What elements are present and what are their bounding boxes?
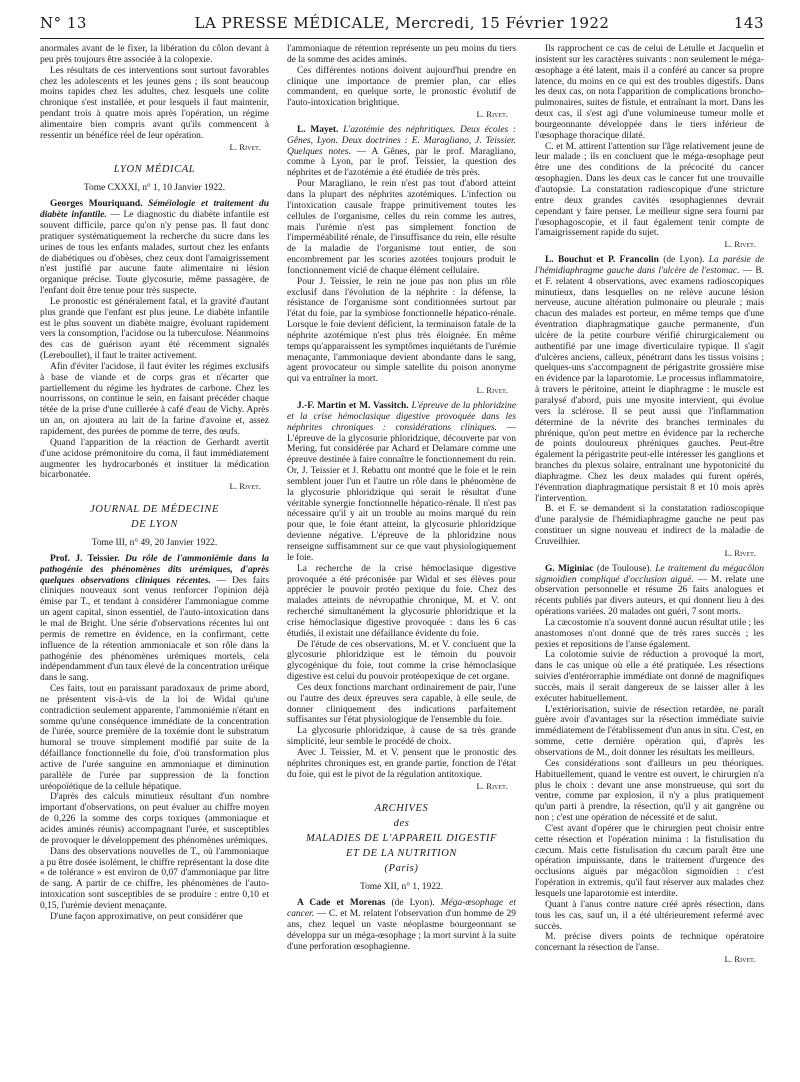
- paragraph: B. et F. se demandent si la constatation radioscopique d'une paralysie de l'hémidiaphragme gauche ne peut pas constituer un signe nouveau et indirect de la maladie de Cruveilhier.: [535, 504, 764, 547]
- article-author: A Cade et Morenas: [297, 898, 386, 909]
- paragraph: Ces différentes notions doivent aujourd'hui prendre en clinique une importance de premier plan, car elles commandent, en quelque sorte, le pronostic évolutif de l'auto-intoxication brightique.: [287, 65, 516, 109]
- paragraph: Le pronostic est généralement fatal, et la gravité d'autant plus grande que l'enfant est plus jeune. Le diabète infantile est le plus souvent un diabète maigre, évoluant rapidement vers la consomption, l'acidose ou la tuberculose. Néanmoins des cas de guérison ayant été récemment signalés (Lereboullet), il faut le traiter activement.: [40, 296, 269, 362]
- article-author: L. Bouchut et P. Francolin: [545, 255, 659, 266]
- article-intro: [40, 199, 269, 297]
- signature: L. Rivet.: [476, 780, 508, 791]
- article-place: (de Toulouse).: [596, 563, 652, 574]
- article-place: (de Lyon).: [391, 898, 435, 909]
- signature: L. Rivet.: [724, 547, 756, 558]
- article-text: — L'épreuve de la glycosurie phloridzique, découverte par von Mering, fut considérée par Achard et Delamare comme une épreuve destinée à faire connaître le fonctionnement du rein. Or, J. Teissier et J. Rebattu ont montré que le foie et le rein semblent jouer l'un et l'autre un rôle dans le phénomène de la glycosurie phloridzique qui serait le résultat d'une véritable synergie fonctionnelle hépatico-rénale. Il n'est pas nécessaire qu'il y ait un trouble au moins marqué du rein pour que, le foie étant atteint, la glycosurie phloridzique devienne négative. L'épreuve de la phloridzine nous renseigne suffisamment sur ce que vaut physiologiquement le foie.: [287, 422, 516, 563]
- article-text: — M. relate une observation personnelle et résume 26 faits analogues et récents publiés par divers auteurs, et qui donnent lieu à des opérations variées. 20 malades ont guéri, 7 sont morts.: [535, 574, 764, 618]
- section-title-line: ARCHIVES: [374, 803, 429, 815]
- paragraph: Les résultats de ces interventions sont surtout favorables chez les adolescents et les jeunes gens ; ils sont beaucoup moins rapides chez les adultes, chez lesquels une colite chronique s'est installée, et pour lesquels il faut maintenir, pendant trois à quatre mois après l'opération, un régime alimentaire bien compris avant qu'ils commencent à ressentir un bénéfice réel de leur opération.: [40, 65, 269, 141]
- signature: L. Rivet.: [724, 239, 756, 250]
- issue-number: N° 13: [40, 14, 87, 32]
- article-text: — B. et F. relatent 4 observations, avec examens radioscopiques minutieux, dans lesquelles on ne relève aucune lésion nerveuse, aucune altération pulmonaire ou pleurale ; mais chacun des malades est porteur, en même temps que d'une éventration diaphragmatique gauche permanente, d'un ulcère de la petite courbure vérifié chirurgicalement ou authentifié par une image diverticulaire typique. Il s'agit d'ulcères anciens, calleux, pénétrant dans les tissus voisins ; quelques-uns s'accompagnent de périgastrite grossière mise en évidence par la laparotomie. Le processus inflammatoire, à travers le péritoine, atteint le diaphragme : le muscle est paralysé d'abord, puis une myosite intervient, qui évolue vers la sclérose. Il se peut aussi que l'inflammation détermine de la névrite des branches terminales du phrénique, qu'on peut mettre en évidence par la recherche de points douloureux phréniques gauches. Peut-être également la périgastrite peut-elle intéresser les ganglions et branches du plexus solaire, entraînant une hypotonicité du diaphragme. Chez les deux malades qui furent opérés, l'éventration diaphragmatique persistait 8 et 10 mois après l'intervention.: [535, 265, 764, 504]
- article-intro: [535, 255, 764, 504]
- signature: L. Rivet.: [229, 481, 261, 492]
- paragraph: Pour J. Teissier, le rein ne joue pas non plus un rôle exclusif dans l'évolution de la néphrite : la défense, la résistance de l'organisme sont conditionnées surtout par l'état du foie, par la symbiose fonctionnelle hépatico-rénale. Lorsque le foie devient déficient, la terminaison fatale de la néphrite azotémique n'est plus très éloignée. En même temps qu'apparaissent les symptômes inquiétants de l'urémie menaçante, l'ammoniaque devient abondante dans le sang, agent provocateur ou simple satellite du poison anonyme qui va entraîner la mort.: [287, 276, 516, 385]
- article-title: L'azotémie des néphritiques. Deux écoles : Gênes, Lyon. Deux doctrines : E. Maragliano, J. Teissier. Quelques notes.: [287, 124, 516, 157]
- signature: L. Rivet.: [229, 141, 261, 152]
- paragraph: l'ammoniaque de rétention représente un peu moins du tiers de la somme des acides aminés.: [287, 44, 516, 65]
- paragraph: M. précise divers points de technique opératoire concernant la résection de l'anse.: [535, 932, 764, 954]
- section-title-archives: [287, 801, 516, 876]
- article-intro: [287, 898, 516, 952]
- paragraph: Pour Maragliano, le rein n'est pas tout d'abord atteint dans la plupart des néphrites azotémiques. L'infection ou l'intoxication causale frappe primitivement toutes les cellules de l'organisme, celles du rein comme les autres, mais l'urémie n'est pas simplement fonction de l'imperméabilité rénale, de l'insuffisance du rein, elle résulte de la maladie de l'organisme tout entier, de son encombrement par les scories azotées toujours produit le fonctionnement vicié de chaque élément cellulaire.: [287, 179, 516, 276]
- article-title: Séméiologie et traitement du diabète infantile.: [40, 199, 269, 221]
- paragraph: La colotomie suivie de réduction a provoqué la mort, dans le cas unique où elle a été pratiquée. Les résections suivies d'entérorraphie immédiate ont donné de magnifiques succès, mais il serait dangereux de se laisser aller à les exécuter habituellement.: [535, 650, 764, 704]
- article-title: La parésie de l'hémidiaphragme gauche dans l'ulcère de l'estomac.: [535, 255, 764, 276]
- section-title-line: JOURNAL DE MÉDECINE: [89, 504, 220, 516]
- article-author: J.-F. Martin et M. Vassitch.: [297, 401, 409, 411]
- article-author: Georges Mouriquand.: [50, 199, 143, 210]
- column-1: [40, 44, 269, 1074]
- signature: L. Rivet.: [476, 109, 508, 120]
- paragraph: L'extériorisation, suivie de résection retardée, ne paraît guère avoir d'avantages sur la résection immédiate suivie immédiatement de l'établissement d'un anus in situ. C'est, en somme, cette dernière opération qui, d'après les observations de M., doit donner les résultats les meilleurs.: [535, 704, 764, 758]
- article-intro: [287, 125, 516, 179]
- article-title: Méga-œsophage et cancer.: [287, 898, 516, 920]
- column-2: [287, 44, 516, 1074]
- article-author: L. Mayet.: [297, 124, 339, 135]
- paragraph: anormales avant de le fixer, la libération du côlon devant à peu près toujours être associée à la colopexie.: [40, 44, 269, 65]
- signature: L. Rivet.: [476, 385, 508, 396]
- article-text: — Des faits cliniques nouveaux sont venus renforcer l'opinion déjà émise par T., et tendant à considérer l'ammoniague comme un agent capital, sinon essentiel, de l'auto-intoxication dans le mal de Bright. Une série d'observations récentes lui ont permis de remettre en évidence, en la confirmant, cette influence de la rétention ammoniacale et son rôle dans la pathogénie des phénomènes urémiques mortels, cela indépendamment d'un taux élevé de la concentration uréique dans le sang.: [40, 575, 269, 684]
- paragraph: Ces deux fonctions marchant ordinairement de pair, l'une ou l'autre des deux épreuves sera capable, à elle seule, de donner cliniquement des indications parfaitement suffisantes sur l'état physiologique de l'ensemble du foie.: [287, 682, 516, 726]
- paragraph: Ils rapprochent ce cas de celui de Letulle et Jacquelin et insistent sur les caractères suivants : non seulement le méga-œsophage a été latent, mais il a conféré au cancer sa propre latence, du moins en ce qui est des troubles digestifs. Dans les deux cas, on nota l'apparition de complications broncho-pulmonaires, suites de fistule, et entraînant la mort. Dans les deux cas, il s'est agi d'une volumineuse tumeur molle et bourgeonnante développée dans le tiers inférieur de l'œsophage thoracique dilaté.: [535, 44, 764, 141]
- page-header: [40, 14, 764, 38]
- header-rule: [40, 38, 764, 39]
- paragraph: D'une façon approximative, on peut considérer que: [50, 911, 243, 922]
- page-number: 143: [733, 14, 764, 32]
- section-title-line: MALADIES DE L'APPAREIL DIGESTIF: [305, 833, 498, 845]
- paragraph: Quand l'apparition de la réaction de Gerhardt avertit d'une acidose prémonitoire du coma, il faut immédiatement augmenter les hydrocarbonés et instituer la médication bicarbonatée.: [40, 437, 269, 481]
- section-title-line: (Paris): [384, 863, 419, 875]
- article-title: L'épreuve de la phloridzine et la crise hémoclasique digestive provoquée dans les néphrites chroniques : considérations cliniques.: [287, 401, 516, 433]
- column-3: [535, 44, 764, 1074]
- paragraph: C'est avant d'opérer que le chirurgien peut choisir entre cette résection et l'opération minima : la fistulisation du cæcum. Mais cette fistulisation du cæcum paraît être une opération impuissante, dans le traitement d'urgence des occlusions aiguës par mégacôlon sigmoïdien : c'est l'opération in extremis, qu'il faut réserver aux malades chez lesquels une laparotomie est interdite.: [535, 823, 764, 899]
- section-title-line: DE LYON: [131, 519, 178, 531]
- section-title-line: ET DE LA NUTRITION: [345, 848, 458, 860]
- paragraph: C. et M. attirent l'attention sur l'âge relativement jeune de leur malade ; ils en concluent que le méga-œsophage peut être une des conditions de la précocité du cancer œsophagien. Dans les deux cas le cancer fut une trouvaille d'autopsie. La constatation radioscopique d'une stricture entre deux grandes cavités œsophagiennes devrait cependant y faire penser. Le meilleur signe sera fourni par l'œsophagoscopie, et il faut également tenir compte de l'amaigrissement rapide du sujet.: [535, 141, 764, 239]
- article-text: — C. et M. relatent l'observation d'un homme de 29 ans, chez lequel un vaste néoplasme bourgeonnant se développa sur un méga-œsophage ; la mort survint à la suite d'une perforation œsophagienne.: [287, 909, 516, 952]
- article-intro: [40, 554, 269, 684]
- paragraph: De l'étude de ces observations, M. et V. concluent que la glycosurie phloridzique est le témoin du pouvoir glycogénique du foie, tout comme la crise hémoclasique digestive est celui du pouvoir protéopexique de cet organe.: [287, 639, 516, 683]
- section-title-line: des: [393, 818, 410, 830]
- tome-line: Tome III, n° 49, 20 Janvier 1922.: [91, 538, 218, 549]
- article-author: Prof. J. Teissier.: [50, 553, 120, 564]
- section-title-lyon-medical: LYON MÉDICAL: [113, 164, 196, 176]
- paragraph: Quant à l'anus contre nature créé après résection, dans tous les cas, sauf un, il a été ultérieurement refermé avec succès.: [535, 899, 764, 932]
- article-place: (de Lyon).: [663, 255, 705, 266]
- paragraph: Ces considérations sont d'ailleurs un peu théoriques. Habituellement, quand le ventre est ouvert, le chirurgien n'a plus le choix : devant une anse monstrueuse, qui sort du ventre, comme par explosion, il n'y a plus pratiquement qu'un parti à prendre, la résection, qu'il y ait gangrène ou non ; c'est une opération de nécessité et de salut.: [535, 758, 764, 824]
- tome-line: Tome XII, n° 1, 1922.: [359, 882, 444, 893]
- paragraph: La glycosurie phloridzique, à cause de sa très grande simplicité, leur semble le procédé de choix.: [287, 726, 516, 748]
- paragraph: Dans des observations nouvelles de T., où l'ammoniaque a pu être dosée isolément, le chiffre représentant la dose dite « de tolérance » est environ de 0,07 d'ammoniaque par litre de sang. A partir de ce chiffre, les phénomènes de l'auto-intoxication sont susceptibles de se produire : entre 0,10 et 0,15, l'urémie devient menaçante.: [40, 846, 269, 911]
- paragraph: Avec J. Teissier, M. et V. pensent que le pronostic des néphrites chroniques est, en grande partie, fonction de l'état du foie, qui est le pivot de la régulation antitoxique.: [287, 748, 516, 780]
- signature: L. Rivet.: [724, 954, 756, 965]
- paragraph: Ces faits, tout en paraissant paradoxaux de prime abord, ne présentent vis-à-vis de la loi de Widal qu'une contradiction seulement apparente, l'ammoniémie n'étant en somme qu'une conséquence immédiate de la concentration de l'urée, source première de la toxémie dont le substratum humoral se trouve simplement modifié par suite de la défaillance fonctionnelle du foie, d'où transformation plus active de l'urée sanguine en ammoniaque et diminution parallèle de l'urée par suppression de la fonction uréopoïétique de la cellule hépatique.: [40, 684, 269, 792]
- article-intro: [287, 401, 516, 564]
- paragraph: Afin d'éviter l'acidose, il faut éviter les régimes exclusifs à base de viande et de corps gras et n'écarter que partiellement du régime les hydrates de carbone. Chez les nourrissons, on continue le sein, en faisant précéder chaque tétée de la prise d'une cuillerée à café d'eau de Vichy. Après un an, on ajoutera au lait de la farine d'avoine et, assez rapidement, des purées de pomme de terre, des œufs.: [40, 361, 269, 437]
- article-author: G. Miginiac: [545, 563, 594, 574]
- paragraph: D'après des calculs minutieux résultant d'un nombre important d'observations, on peut évaluer au chiffre moyen de 0,226 la somme des corps toxiques (ammoniaque et acides aminés réunis) accompagnant l'urée, et susceptibles de provoquer le développement des phénomènes urémiques.: [40, 792, 269, 846]
- article-title: Le traitement du mégacôlon sigmoïdien compliqué d'occlusion aiguë.: [535, 563, 764, 585]
- article-text: — A Gênes, par le prof. Maragliano, comme à Lyon, par le prof. Teissier, la question des néphrites et de l'azotémie a été étudiée de très près.: [287, 146, 516, 179]
- paragraph: La cæcostomie n'a souvent donné aucun résultat utile ; les anastomoses n'ont donné que de très rares succès ; les pexies et repositions de l'anse également.: [535, 617, 764, 650]
- journal-title: LA PRESSE MÉDICALE, Mercredi, 15 Février 1922: [194, 14, 610, 32]
- tome-line: Tome CXXXI, n° 1, 10 Janvier 1922.: [83, 183, 226, 194]
- section-title-journal-medecine-lyon: [40, 502, 269, 532]
- article-intro: [535, 564, 764, 618]
- paragraph: La recherche de la crise hémoclasique digestive provoquée a été préconisée par Widal et ses élèves pour apprécier le pouvoir protéo pexique du foie. Chez des malades atteints de névropathie chronique, M. et V. ont recherché simultanément la glycosurie phloridzique et la crise hémoclasique digestive provoquée : dans les 6 cas étudiés, il existait une défaillance évidente du foie.: [287, 563, 516, 639]
- article-text: — Le diagnostic du diabète infantile est souvent difficile, parce qu'on n'y pense pas. Il faut donc pratiquer systématiquement la recherche du sucre dans les urines de tous les enfants malades, surtout chez les enfants de diabétiques ou d'obèses, chez ceux dont l'amaigrissement n'est justifié par aucune faute alimentaire ni lésion organique précise. Toute glycosurie, même passagère, de l'enfant doit être tenue pour très suspecte.: [40, 210, 269, 297]
- article-title: Du rôle de l'ammoniémie dans la pathogénie des phénomènes dits urémiques, d'après quelques observations cliniques récentes.: [40, 553, 269, 586]
